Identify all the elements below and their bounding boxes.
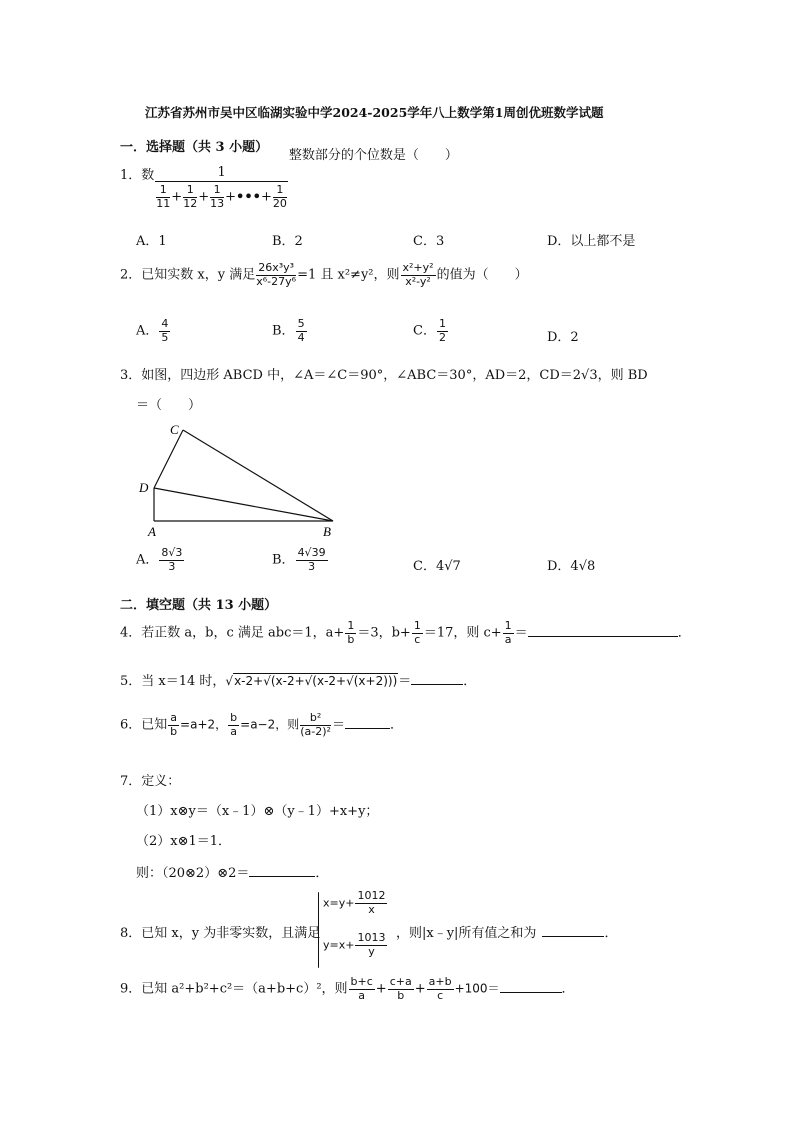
fraction-bc-over-a [349,976,375,1002]
equals-sign: ＝ [398,674,412,689]
question-7 [120,770,180,789]
fraction-ca-over-b [388,976,414,1002]
question-number: 1． [120,168,142,183]
fraction-denominator: b [170,724,178,738]
question-8 [120,922,320,941]
q2-option-d[interactable]: D．2 [547,330,579,345]
question-text: ，则|x﹣y|所有值之和为 [396,926,537,941]
option-fraction [296,547,328,573]
question-9: 9．已知 a²+b²+c²＝（a+b+c）²，则 $\frac{b+c}{a}$ + $\frac{c+a}{b}$ + $\frac{a+b}{c}$ +100＝ ． [120,975,575,1002]
vertex-label-a: A [148,524,156,539]
radicand: x-2+√(x-2+√(x-2+√(x+2))) [234,674,398,688]
question-end: ． [389,717,403,733]
fraction-denominator: 2 [438,330,446,344]
fraction-numerator: 4√39 [297,546,326,559]
fraction-denominator: 5 [161,330,169,344]
fraction-denominator: a [504,632,512,646]
question-text: =a+2， [180,717,228,732]
target-fraction [300,712,331,738]
option-label: C． [413,323,436,339]
question-number: 5． [120,674,142,689]
question-text-end: 的值为（ ） [436,267,528,283]
fraction-numerator: b [230,711,238,724]
question-end: ． [677,625,691,641]
fraction-numerator: 26x³y³ [258,261,295,274]
fraction-denominator: c [414,632,421,646]
fraction-denominator: $\frac{1}{11}$ + $\frac{1}{12}$ + $\frac{1}{13}$ +•••+ $\frac{1}{20}$ [156,183,287,210]
fraction-numerator: 4 [161,317,169,330]
option-label: B． [272,552,295,568]
fraction-denominator: b [347,632,355,646]
q1-option-c[interactable]: C．3 [413,234,445,249]
question-text: +100＝ [454,981,500,996]
fraction-a-over-b [168,712,179,738]
equation-fraction [355,932,387,958]
question-text: 则：（20⊗2）⊗2＝ [136,866,250,881]
question-number: 6． [120,717,142,733]
question-text: =a−2，则 [240,717,300,732]
ellipsis: ••• [236,190,261,205]
fraction-1-over-a [503,620,514,646]
definition-1: （1）x⊗y＝（x﹣1）⊗（y﹣1）+x+y； [136,804,379,819]
fraction-denominator: 3 [308,559,316,573]
answer-blank[interactable] [411,672,463,685]
question-text-mid: =1 且 x²≠y²，则 [297,267,400,283]
section-heading-choice: 一．选择题（共 3 小题） [120,140,269,155]
option-label: A． [136,552,159,568]
fraction-numerator: 1 [504,619,512,632]
question-text: 已知 x，y 为非零实数，且满足 [141,926,321,941]
question-text: ＝ [514,625,528,641]
option-fraction [159,547,184,573]
q1-option-a[interactable]: A．1 [136,234,167,249]
term-1-20: $\frac{1}{20}$ [272,183,287,210]
nested-radical: √x-2+√(x-2+√(x-2+√(x+2))) [225,674,398,688]
question-4 [120,620,691,646]
fraction-denominator: a [230,724,238,738]
question-text: ＝3，b+ [357,625,411,641]
question-end: ． [604,926,618,941]
q2-option-a[interactable] [136,318,171,344]
question-end: ． [463,674,477,689]
q3-option-d[interactable]: D．4√8 [547,559,596,574]
fraction-numerator: 1 [413,619,421,632]
fraction-numerator: a [170,711,178,724]
option-label: A． [136,323,159,339]
answer-blank[interactable] [528,624,678,637]
fraction-denominator: x [368,902,375,916]
q2-option-b[interactable] [272,318,308,344]
section-heading-fill-in: 二．填空题（共 13 小题） [120,598,278,613]
fraction-numerator: 8√3 [161,546,183,559]
fraction-1-over-b [345,620,356,646]
question-3-line-1 [120,364,648,383]
q3-option-a[interactable] [136,547,185,573]
condition-fraction [256,262,296,288]
question-number: 8． [120,926,142,941]
vertex-label-d: D [139,480,149,495]
fraction-ab-over-c [427,976,454,1002]
question-text: 定义： [141,774,181,789]
option-fraction [437,318,448,344]
question-7-ask [136,862,328,881]
term-1-11: $\frac{1}{11}$ [156,183,171,210]
q1-option-d[interactable]: D．以上都不是 [547,234,636,249]
equation-fraction [355,890,387,916]
question-5 [120,670,476,689]
fraction-denominator: c [437,988,444,1002]
question-number: 2． [120,267,142,283]
q3-option-c[interactable]: C．4√7 [413,559,461,574]
option-label: B． [272,323,295,339]
answer-blank[interactable] [249,864,315,877]
system-equation-1 [323,890,388,916]
side-dc [154,430,183,488]
fraction-numerator: b² [300,712,331,726]
fraction-denominator: y [368,944,375,958]
page-title: 江苏省苏州市吴中区临湖实验中学2024-2025学年八上数学第1周创优班数学试题 [145,105,604,120]
question-text: 如图，四边形 ABCD 中，∠A＝∠C＝90°，∠ABC＝30°，AD＝2，CD＝2√3，则 BD [141,368,648,383]
option-fraction [159,318,170,344]
answer-blank[interactable] [345,716,390,729]
answer-blank[interactable] [542,924,604,937]
question-number: 7． [120,774,142,789]
question-text: ＝17，则 c+ [423,625,502,641]
fraction-b-over-a [228,712,239,738]
nested-fraction [155,166,288,210]
fraction-numerator: x²+y² [402,261,434,274]
vertex-label-b: B [323,524,331,539]
quadrilateral-figure [130,420,350,545]
question-end: ． [561,981,575,997]
fraction-numerator: b+c [350,975,373,988]
option-fraction [296,318,307,344]
question-text-end: 整数部分的个位数是（ ） [288,148,458,163]
fraction-numerator: 5 [297,317,305,330]
fraction-denominator: b [397,988,405,1002]
definition-2: （2）x⊗1＝1． [136,834,232,849]
equals-sign: ＝ [331,717,345,733]
question-number: 4． [120,625,142,641]
fraction-denominator: x⁶-27y⁶ [256,274,297,288]
fraction-1-over-c [412,620,423,646]
fraction-numerator: 1 [347,619,355,632]
fraction-numerator: 1 [155,166,288,182]
question-number: 3． [120,368,142,383]
fraction-denominator: 4 [297,330,305,344]
fraction-numerator: 1013 [357,931,386,944]
question-text: 数 [141,168,155,183]
question-number: 9． [120,981,142,997]
term-1-13: $\frac{1}{13}$ [210,183,225,210]
fraction-denominator: (a-2)² [300,724,331,738]
question-text: 若正数 a，b，c 满足 abc＝1，a+ [141,625,345,641]
system-equation-2 [323,932,388,958]
q2-option-c[interactable] [413,318,449,344]
question-3-line-2: ＝（ ） [136,398,202,413]
vertex-label-c: C [170,422,179,437]
target-fraction [401,262,436,288]
equation-lhs: x=y+ [323,896,355,910]
answer-blank[interactable] [500,980,562,993]
q1-option-b[interactable]: B．2 [272,234,303,249]
fraction-numerator: 1012 [357,889,386,902]
fraction-denominator: 3 [168,559,176,573]
question-2 [120,262,528,288]
fraction-numerator: c+a [389,975,412,988]
equation-lhs: y=x+ [323,938,355,952]
q3-option-b[interactable] [272,547,329,573]
fraction-numerator: 1 [438,317,446,330]
question-8-tail [396,922,617,941]
fraction-denominator: a [358,988,366,1002]
fraction-denominator: x²-y² [405,274,431,288]
term-1-12: $\frac{1}{12}$ [183,183,198,210]
question-6 [120,712,403,738]
question-1 [120,148,458,211]
question-text: 已知实数 x，y 满足 [141,267,256,283]
question-text: 当 x＝14 时， [141,674,226,689]
question-end: ． [315,866,329,881]
question-text: 已知 [141,717,168,733]
fraction-numerator: a+b [428,975,452,988]
question-text: 已知 a²+b²+c²＝（a+b+c）²，则 [141,981,348,997]
